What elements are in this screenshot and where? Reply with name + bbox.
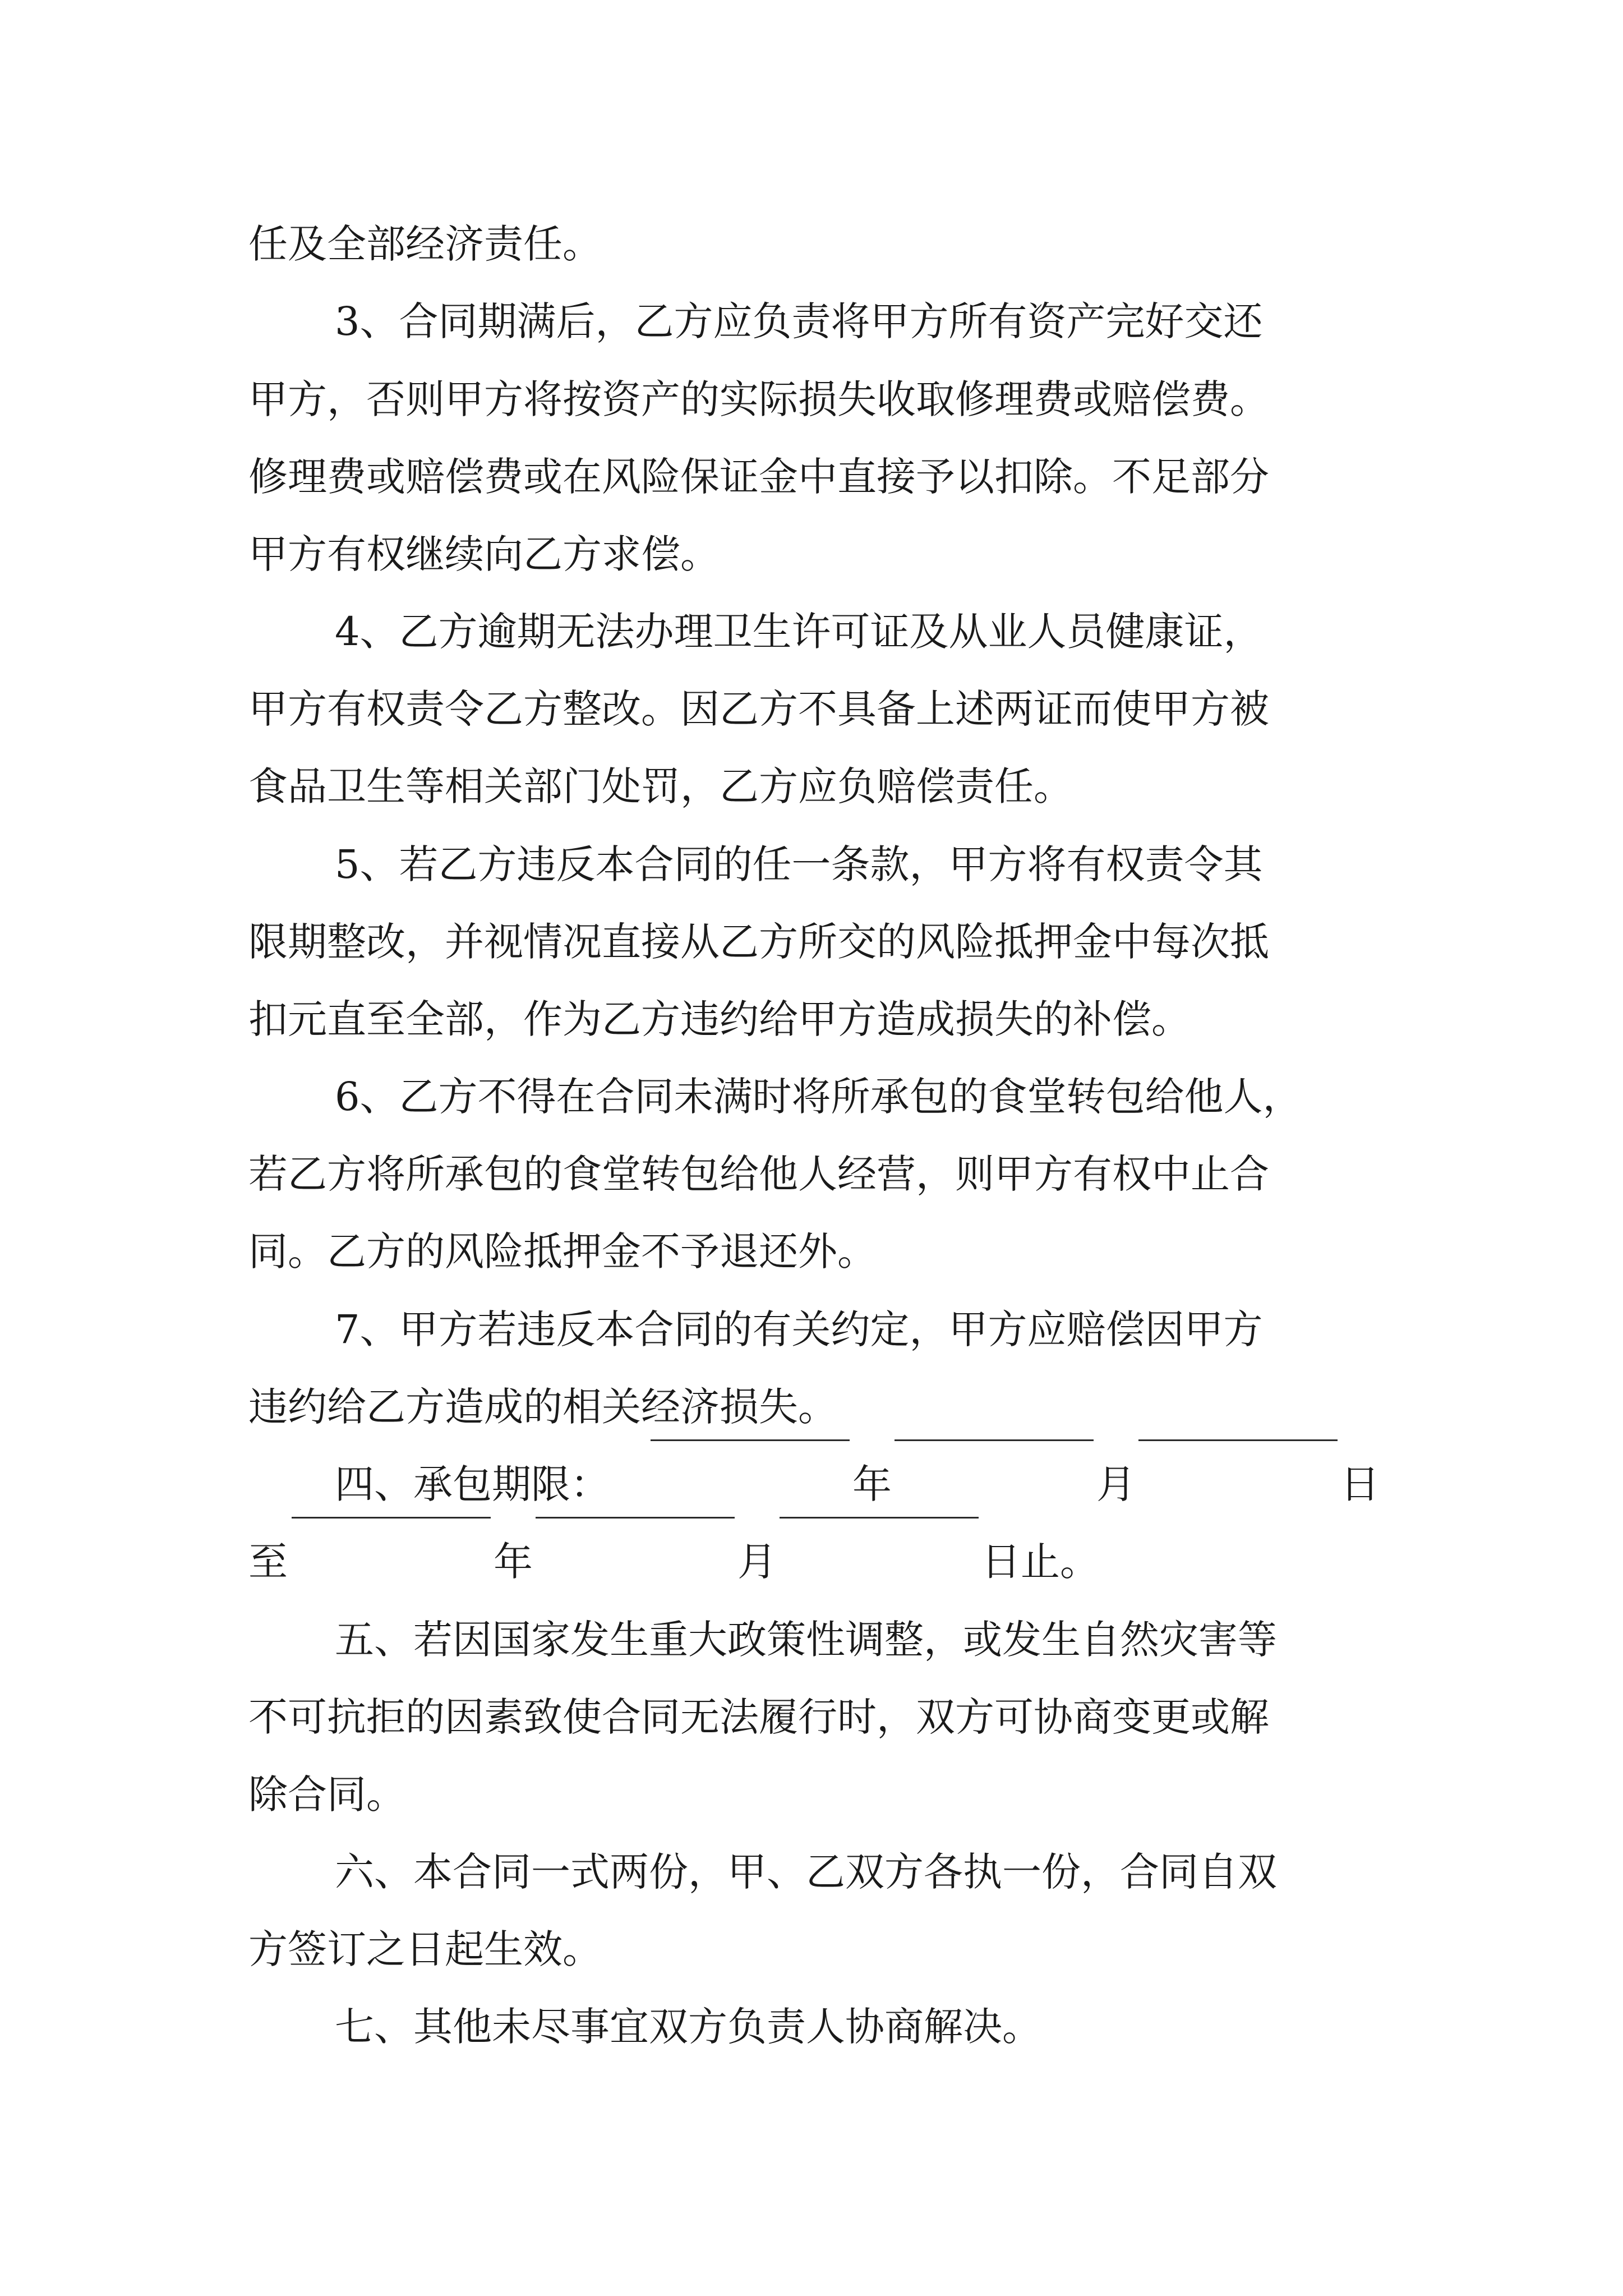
text-line: 扣元直至全部，作为乙方违约给甲方造成损失的补偿。 [248, 996, 1191, 1042]
text-line: 同。乙方的风险抵押金不予退还外。 [248, 1228, 877, 1274]
clause-seven-line: 七、其他未尽事宜双方负责人协商解决。 [335, 2004, 1041, 2050]
blank-start-year [651, 1439, 850, 1441]
day-label: 日 [1340, 1461, 1380, 1507]
text-line: 甲方有权责令乙方整改。因乙方不具备上述两证而使甲方被 [248, 686, 1269, 732]
clause-7-line: 7、甲方若违反本合同的有关约定，甲方应赔偿因甲方 [335, 1306, 1263, 1352]
text-line: 若乙方将所承包的食堂转包给他人经营，则甲方有权中止合 [248, 1151, 1269, 1197]
blank-end-year [292, 1517, 491, 1519]
clause-6-line: 6、乙方不得在合同未满时将所承包的食堂转包给他人， [335, 1074, 1302, 1120]
year-label: 年 [852, 1461, 892, 1507]
month-label: 月 [737, 1539, 777, 1585]
text-line: 不可抗拒的因素致使合同无法履行时，双方可协商变更或解 [248, 1694, 1269, 1740]
month-label: 月 [1096, 1461, 1136, 1507]
clause-five-line: 五、若因国家发生重大政策性调整，或发生自然灾害等 [335, 1617, 1277, 1663]
text-line: 修理费或赔偿费或在风险保证金中直接予以扣除。不足部分 [248, 454, 1269, 500]
clause-six-line: 六、本合同一式两份，甲、乙双方各执一份，合同自双 [335, 1849, 1277, 1895]
clause-3-line: 3、合同期满后，乙方应负责将甲方所有资产完好交还 [335, 298, 1263, 344]
text-line: 违约给乙方造成的相关经济损失。 [248, 1384, 837, 1430]
blank-end-month [536, 1517, 735, 1519]
year-label: 年 [494, 1539, 533, 1585]
clause-5-line: 5、若乙方违反本合同的任一条款，甲方将有权责令其 [335, 841, 1263, 887]
term-label: 四、承包期限： [335, 1461, 610, 1507]
text-line: 方签订之日起生效。 [248, 1926, 602, 1972]
text-line: 除合同。 [248, 1772, 405, 1818]
text-line: 限期整改，并视情况直接从乙方所交的风险抵押金中每次抵 [248, 919, 1269, 965]
blank-end-day [780, 1517, 979, 1519]
to-label: 至 [248, 1539, 288, 1585]
blank-start-month [895, 1439, 1094, 1441]
text-line: 任及全部经济责任。 [248, 221, 602, 267]
term-line-end [0, 1517, 1623, 1607]
blank-start-day [1138, 1439, 1338, 1441]
text-line: 甲方，否则甲方将按资产的实际损失收取修理费或赔偿费。 [248, 376, 1269, 422]
text-line: 甲方有权继续向乙方求偿。 [248, 531, 720, 577]
text-line: 食品卫生等相关部门处罚，乙方应负赔偿责任。 [248, 763, 1073, 809]
clause-4-line: 4、乙方逾期无法办理卫生许可证及从业人员健康证， [335, 609, 1263, 655]
term-line-start [0, 1439, 1623, 1529]
day-end-label: 日止。 [981, 1539, 1099, 1585]
